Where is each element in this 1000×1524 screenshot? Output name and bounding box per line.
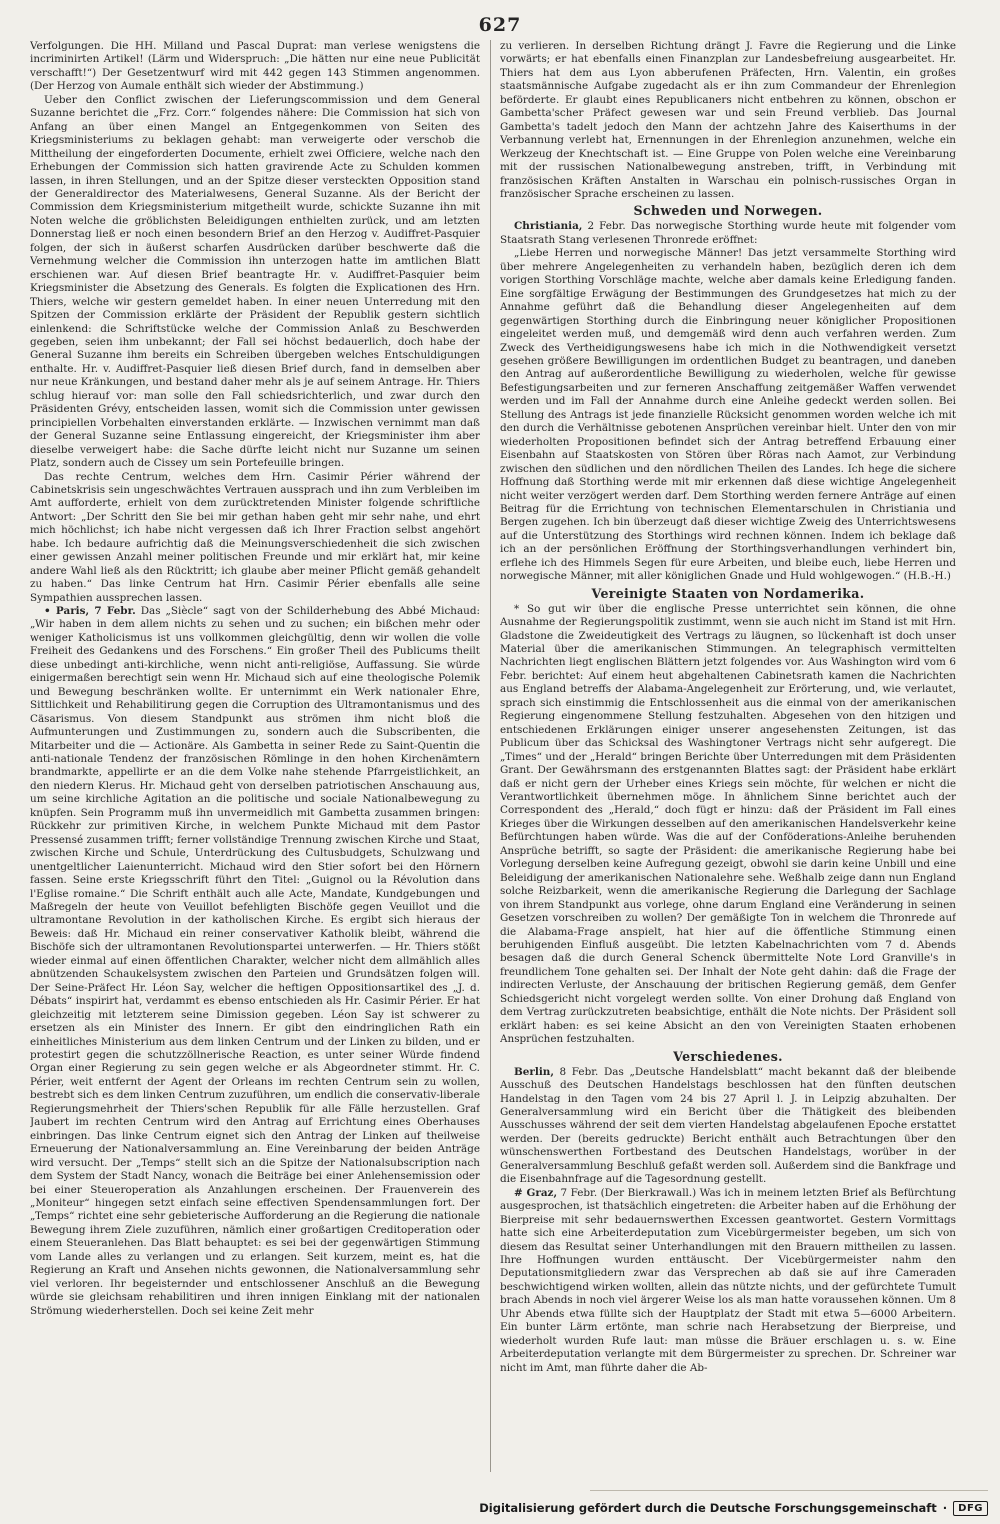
paragraph-text: zu verlieren. In derselben Richtung drängt J. Favre die Regierung und die Linke vorwärts; er hat ebenfalls einen Finanzplan zur Landesbefreiung ausgearbeitet. Hr. Thiers hat dem aus Lyon abberufenen Präfecten, Hrn. Valentin, ein großes staatsmännische Aufgabe zugedacht als er ihn zum Commandeur der Ehrenlegion beförderte. Er glaubt eines Republicaners nicht entbehren zu können, obschon er Gambetta'scher Präfect gewesen war und sein Freund verblieb. Das Journal Gambetta's tadelt jedoch den Mann der achtzehn Jahre des Kaiserthums in der Verbannung verlebt hat, Ernennungen in der Ehrenlegion anzunehmen, welche ein Werkzeug der Knechtschaft ist. — Eine Gruppe von Polen welche eine Vereinbarung mit der russischen Nationalbewegung anstreben, trifft, in Verbindung mit französischen Kräften Anstalten in Warschau ein polnisch-russisches Organ in französischer Sprache erscheinen zu lassen. [500, 40, 956, 200]
footer-credit-text: Digitalisierung gefördert durch die Deutsche Forschungsgemeinschaft [479, 1501, 937, 1515]
article-paragraph [500, 1066, 956, 1187]
article-paragraph [500, 1187, 956, 1375]
article-paragraph [500, 40, 956, 201]
article-paragraph [30, 471, 480, 606]
right-column [500, 40, 956, 1472]
paragraph-text: „Liebe Herren und norwegische Männer! Das jetzt versammelte Storthing wird über mehrere Angelegenheiten zu verhandeln haben, bezüglich deren ich dem vorigen Storthing Vorschläge machte, welche aber damals keine Erledigung fanden. Eine sorgfältige Erwägung der Bestimmungen des Grundgesetzes hat mich zu der Annahme geführt daß die Behandlung dieser Angelegenheiten auf dem gegenwärtigen Storthing durch die Einbringung neuer königlicher Propositionen eingeleitet werden muß, und demgemäß wird denn auch verfahren werden. Zum Zweck des Vertheidigungswesens habe ich mich in die Nothwendigkeit versetzt gesehen größere Bewilligungen im ordentlichen Budget zu beantragen, und daneben den Antrag auf außerordentliche Bewilligung zu wiederholen, welche für gewisse Befestigungsarbeiten und zur ferneren Anschaffung zeitgemäßer Waffen verwendet werden und im Fall der Annahme durch eine Anleihe gedeckt werden sollen. Bei Stellung des Antrags ist jede finanzielle Rücksicht genommen worden welche ich mit den durch die Verhältnisse gebotenen Ansprüchen vereinbar hielt. Unter den von mir wiederholten Propositionen befindet sich der Antrag betreffend Erbauung einer Eisenbahn auf Staatskosten von Stören über Röras nach Aamot, zur Verbindung zwischen den südlichen und den nördlichen Theilen des Landes. Ich hege die sichere Hoffnung daß Storthing werde mit mir erkennen daß diese wichtige Angelegenheit nicht weiter verzögert werden darf. Dem Storthing werden fernere Anträge auf einen Beitrag für die Errichtung von technischen Elementarschulen in Christiania und Bergen zugehen. Ich bin überzeugt daß dieser wichtige Zweig des Unterrichtswesens auf die Unterstützung des Storthings wird rechnen können. Indem ich beklage daß ich an der persönlichen Eröffnung der Storthingsverhandlungen verhindert bin, erflehe ich des Himmels Segen für eure Arbeiten, und bleibe euch, liebe Herren und norwegische Männer, mit aller königlichen Gnade und Huld wohlgewogen.“ (H.B.-H.) [500, 247, 956, 583]
section-heading: Verschiedenes. [673, 1048, 783, 1064]
paragraph-text: Verfolgungen. Die HH. Milland und Pascal Duprat: man verlese wenigstens die incriminirten Artikel! (Lärm und Widerspruch: „Die hätten nur eine neue Publicität verschafft!“) Der Gesetzentwurf wird mit 442 gegen 143 Stimmen angenommen. (Der Herzog von Aumale enthält sich wieder der Abstimmung.) [30, 40, 480, 93]
paragraph-text: * So gut wir über die englische Presse unterrichtet sein können, die ohne Ausnahme der Regierungspolitik zustimmt, wenn sie auch nicht im Stand ist mit Hrn. Gladstone die Zweideutigkeit des Vertrags zu läugnen, so lückenhaft ist doch unser Material über die amerikanischen Stimmungen. An telegraphisch vermittelten Nachrichten liegt englischen Blättern jetzt folgendes vor. Aus Washington wird vom 6 Febr. berichtet: Auf einem heut abgehaltenen Cabinetsrath kamen die Nachrichten aus England betreffs der Alabama-Angelegenheit zur Erörterung, und, wie verlautet, sprach sich einstimmig die Entschlossenheit aus die einmal von der amerikanischen Regierung eingenommene Stellung festzuhalten. Abgesehen von den hitzigen und entschiedenen Erklärungen einiger unserer angesehensten Zeitungen, ist das Publicum über das Schicksal des Washingtoner Vertrags nicht sehr aufgeregt. Die „Times“ und der „Herald“ bringen Berichte über Unterredungen mit dem Präsidenten Grant. Der Gewährsmann des erstgenannten Blattes sagt: der Präsident habe erklärt daß er nicht gern der Urheber eines Kriegs sein möchte, für welchen er nicht die Verantwortlichkeit übernehmen möge. In ähnlichem Sinne berichtet auch der Correspondent des „Herald,“ doch fügt er hinzu: daß der Präsident im Fall eines Krieges über die Wirkungen desselben auf den amerikanischen Handelsverkehr keine Befürchtungen haben würde. Was die auf der Conföderations-Anleihe beruhenden Ansprüche betrifft, so sagte der Präsident: die amerikanische Regierung habe bei Vorlegung derselben keine Aufregung gezeigt, obwohl sie darin keine Unbill und eine Beleidigung der amerikanischen Nationalehre sehe. Weßhalb zeige dann nun England solche Reizbarkeit, wenn die amerikanische Regierung die Darlegung der Sachlage von ihrem Standpunkt aus vorlege, ohne darum England eine Veränderung in seinen Gesetzen vorschreiben zu wollen? Der gemäßigte Ton in welchem die Thronrede auf die Alabama-Frage anspielt, hat hier auf die öffentliche Stimmung einen beruhigenden Einfluß ausgeübt. Die letzten Kabelnachrichten vom 7 d. Abends besagen daß die durch General Schenck übermittelte Note Lord Granville's in freundlichem Tone gehalten sei. Der Inhalt der Note geht dahin: daß die Frage der indirecten Verluste, der Anschauung der britischen Regierung gemäß, dem Genfer Schiedsgericht nicht vorgelegt werden sollte. Von einer Drohung daß England von dem Vertrag zurückzutreten beabsichtige, enthält die Note nichts. Der Präsident soll erklärt haben: es sei keine Absicht an den von Vereinigten Staaten erhobenen Ansprüchen festzuhalten. [500, 602, 956, 1046]
article-paragraph [30, 94, 480, 471]
paragraph-text: Das rechte Centrum, welches dem Hrn. Casimir Périer während der Cabinetskrisis sein ungeschwächtes Vertrauen aussprach und ihn zum Verbleiben im Amt aufforderte, erhielt von dem zurücktretenden Minister folgende schriftliche Antwort: „Der Schritt den Sie bei mir gethan haben geht mir sehr nahe, und ehrt mich höchlichst; ich habe nicht vergessen daß ich Ihrer Fraction selbst angehört habe. Ich bedaure aufrichtig daß die Meinungsverschiedenheit die sich zwischen einer gewissen Anzahl meiner politischen Freunde und mir erklärt hat, mir keine andere Wahl ließ als den Rücktritt; ich glaube aber meiner Pflicht gemäß gehandelt zu haben.“ Das linke Centrum hat Hrn. Casimir Périer ebenfalls alle seine Sympathien aussprechen lassen. [30, 470, 480, 604]
paragraph-text: 7 Febr. (Der Bierkrawall.) Was ich in meinem letzten Brief als Befürchtung ausgesprochen, ist thatsächlich eingetreten: die Arbeiter haben auf die Erhöhung der Bierpreise mit sehr bedauernswerthen Excessen geantwortet. Gestern Vormittags hatte sich eine Arbeiterdeputation zum Vicebürgermeister begeben, um sich von diesem das Resultat seiner Unterhandlungen mit den Brauern mittheilen zu lassen. Ihre Hoffnungen wurden enttäuscht. Der Vicebürgermeister nahm den Deputationsmitgliedern zwar das Versprechen ab daß sie auf ihre Cameraden beschwichtigend wirken wollten, allein das nützte nichts, und der gefürchtete Tumult brach Abends in noch viel ärgerer Weise los als man hatte voraussehen können. Um 8 Uhr Abends etwa füllte sich der Hauptplatz der Stadt mit etwa 5—6000 Arbeitern. Ein bunter Lärm ertönte, man schrie nach Herabsetzung der Bierpreise, und wiederholt wurden Rufe laut: man müsse die Bräuer erschlagen u. s. w. Eine Arbeiterdeputation verlangte mit dem Bürgermeister zu sprechen. Dr. Schreiner war nicht im Amt, man führte daher die Ab- [500, 1186, 956, 1374]
article-paragraph [30, 605, 480, 1318]
dateline: • Paris, 7 Febr. [44, 605, 136, 618]
paragraph-text: 2 Febr. Das norwegische Storthing wurde heute mit folgender vom Staatsrath Stang verlesenen Thronrede eröffnet: [500, 220, 956, 246]
page-number: 627 [478, 14, 522, 36]
paragraph-text: Ueber den Conflict zwischen der Lieferungscommission und dem General Suzanne berichtet die „Frz. Corr.“ folgendes nähere: Die Commission hat sich von Anfang an über einen Mangel an Entgegenkommen von Seiten des Kriegsministeriums zu beklagen gehabt: man verweigerte oder verschob die Mittheilung der eingeforderten Documente, erhielt zwei Officiere, welche nach den Erhebungen der Commission sich hatten gravirende Acte zu Schulden kommen lassen, in ihren Stellungen, und an der Spitze dieser versteckten Opposition stand der Generaldirector des Materialwesens, General Suzanne. Als der Bericht der Commission dem Kriegsministerium mitgetheilt wurde, schickte Suzanne ihn mit Noten welche die gröblichsten Beleidigungen enthielten zurück, und am letzten Donnerstag ließ er noch einen besondern Brief an den Herzog v. Audiffret-Pasquier folgen, der sich in äußerst scharfen Ausdrücken darüber beschwerte daß die Vernehmung welcher die Commission ihn unterzogen hatte im amtlichen Blatt erschienen war. Auf diesen Brief beantragte Hr. v. Audiffret-Pasquier beim Kriegsminister die Absetzung des Generals. Es folgten die Explicationen des Hrn. Thiers, welche wir gestern gemeldet haben. In einer neuen Unterredung mit den Spitzen der Commission erklärte der Präsident der Republik gestern sichtlich einlenkend: die Schriftstücke welche der Commission Anlaß zu Beschwerden gegeben, seien ihm unbekannt; der Fall sei höchst bedauerlich, doch habe der General Suzanne ihm bereits ein Schreiben übergeben welches Entschuldigungen enthalte. Hr. v. Audiffret-Pasquier ließ diesen Brief durch, fand in demselben aber nur neue Kränkungen, und bestand daher mehr als je auf seinem Antrage. Hr. Thiers schlug hierauf vor: man solle den Fall schiedsrichterlich, und zwar durch den Präsidenten Grévy, entscheiden lassen, womit sich die Commission unter gewissen principiellen Vorbehalten einverstanden erklärte. — Inzwischen vernimmt man daß der General Suzanne seine Entlassung eingereicht, der Kriegsminister ihm aber dieselbe verweigert habe: die Sache dürfte leicht nicht nur Suzanne um seinen Platz, sondern auch de Cissey um sein Portefeuille bringen. [30, 93, 480, 470]
digitization-footer [479, 1496, 988, 1520]
article-paragraph [30, 40, 480, 94]
dateline: Berlin, [514, 1065, 554, 1078]
paragraph-text: 8 Febr. Das „Deutsche Handelsblatt“ macht bekannt daß der bleibende Ausschuß des Deutschen Handelstags beschlossen hat den fünften deutschen Handelstag in den Tagen vom 24 bis 27 April l. J. in Leipzig abzuhalten. Der Generalversammlung wird ein Bericht über die Thätigkeit des bleibenden Ausschusses während der seit dem vierten Handelstag abgelaufenen Epoche erstattet werden. Der (bereits gedruckte) Bericht enthält auch Betrachtungen über den wünschenswerthen Fortbestand des Deutschen Handelstags, worüber in der Generalversammlung Beschluß gefaßt werden soll. Außerdem sind die Bankfrage und die Eisenbahnfrage auf die Tagesordnung gestellt. [500, 1065, 956, 1186]
dateline: # Graz, [514, 1186, 558, 1199]
section-heading: Schweden und Norwegen. [633, 203, 823, 219]
separator-dot: · [942, 1501, 948, 1515]
dateline: Christiania, [514, 220, 583, 233]
footer-divider [590, 1490, 988, 1491]
article-paragraph [500, 220, 956, 247]
article-paragraph [500, 247, 956, 583]
paragraph-text: Das „Siècle“ sagt von der Schilderhebung des Abbé Michaud: „Wir haben in dem allem nichts zu sehen und zu suchen; ein bißchen mehr oder weniger Katholicismus ist uns vollkommen gleichgültig, denn wir wollen die volle Freiheit des Gedankens und des Forschens.“ Ein großer Theil des Publicums theilt diese unbedingt anti-kirchliche, wenn nicht anti-religiöse, Auffassung. Sie würde einigermaßen berechtigt sein wenn Hr. Michaud sich auf eine theologische Polemik und Bewegung beschränken wollte. Er unternimmt ein Werk nationaler Ehre, Sittlichkeit und Rehabilitirung gegen die Corruption des Ultramontanismus und des Cäsarismus. Von diesem Standpunkt aus strömen ihm nicht bloß die Aufmunterungen und Zustimmungen zu, sondern auch die Subscribenten, die Mitarbeiter und die — Actionäre. Als Gambetta in seiner Rede zu Saint-Quentin die anti-nationale Tendenz der französischen Römlinge in den hohen Kirchenämtern brandmarkte, appellirte er an die dem Volke nahe stehende Pfarrgeistlichkeit, an den niedern Klerus. Hr. Michaud geht von derselben patriotischen Anschauung aus, um seine kirchliche Agitation an die politische und sociale Nationalbewegung zu knüpfen. Sein Programm muß ihn unvermeidlich mit Gambetta zusammen bringen: Rückkehr zur primitiven Kirche, in welchem Punkte Michaud mit dem Pastor Pressensé zusammen trifft; ferner vollständige Trennung zwischen Kirche und Staat, zwischen Kirche und Schule, Unterdrückung des Cultusbudgets, Schulzwang und unentgeltlicher Laienunterricht. Michaud wird den Stier sofort bei den Hörnern fassen. Seine erste Kriegsschrift führt den Titel: „Guignol ou la Révolution dans l'Eglise romaine.“ Die Schrift enthält auch alle Acte, Mandate, Kundgebungen und Maßregeln der heute von Veuillot befehligten Bischöfe gegen Veuillot und die ultramontane Revolution in der katholischen Kirche. Es ergibt sich hieraus der Beweis: daß Hr. Michaud ein reiner conservativer Katholik bleibt, während die Bischöfe sich der ultramontanen Revolutionspartei unterwerfen. — Hr. Thiers stößt wieder einmal auf einen öffentlichen Charakter, welcher nicht dem allmählich alles abnützenden Schaukelsystem zwischen den Parteien und Grundsätzen folgen will. Der Seine-Präfect Hr. Léon Say, welcher die heftigen Oppositionsartikel des „J. d. Débats“ inspirirt hat, verdammt es ebenso entschieden als Hr. Casimir Périer. Er hat gleichzeitig mit letzterem seine Dimission gegeben. Léon Say ist schwerer zu ersetzen als ein Minister des Innern. Er gibt den eindringlichen Rath ein einheitliches Ministerium aus dem linken Centrum und der Linken zu bilden, und er protestirt gegen die schutzzöllnerische Reaction, es unter seiner Würde findend Organ einer Regierung zu sein gegen welche er als Abgeordneter stimmt. Hr. C. Périer, weit entfernt der Agent der Orleans im rechten Centrum sein zu wollen, bestrebt sich es dem linken Centrum zuzuführen, um endlich die conservativ-liberale Regierungsmehrheit der Thiers'schen Republik für alle Fälle herzustellen. Graf Jaubert im rechten Centrum wird den Antrag auf Errichtung eines Oberhauses einbringen. Das linke Centrum eignet sich den Antrag der Linken auf theilweise Erneuerung der Nationalversammlung an. Eine Vereinbarung der beiden Anträge wird versucht. Der „Temps“ stellt sich an die Spitze der Nationalsubscription nach dem System der Stadt Nancy, wonach die Beiträge bei einer Anlehensemission oder bei einer Steueroperation als Anzahlungen erscheinen. Der Frauenverein des „Moniteur“ hingegen setzt einfach seine effectiven Spendensammlungen fort. Der „Temps“ richtet eine sehr gebieterische Aufforderung an die Regierung die nationale Bewegung ihrem Ziele zuzuführen, nämlich einer großartigen Creditoperation oder einem Steueranlehen. Das Blatt behauptet: es sei bei der gegenwärtigen Stimmung vom Lande alles zu verlangen und zu erlangen. Seit kurzem, meint es, hat die Regierung an Kraft und Ansehen nichts gewonnen, die Nationalversammlung sehr viel verloren. Ihr begeisternder und entschlossener Anschluß an die Bewegung würde sie gleichsam rehabilitiren und ihren innigen Einklang mit der nationalen Strömung wiederherstellen. Doch sei keine Zeit mehr [30, 605, 480, 1317]
column-divider [490, 40, 491, 1472]
dfg-logo: DFG [953, 1501, 988, 1516]
left-column [30, 40, 480, 1472]
section-heading: Vereinigte Staaten von Nordamerika. [591, 585, 865, 601]
article-paragraph [500, 603, 956, 1047]
